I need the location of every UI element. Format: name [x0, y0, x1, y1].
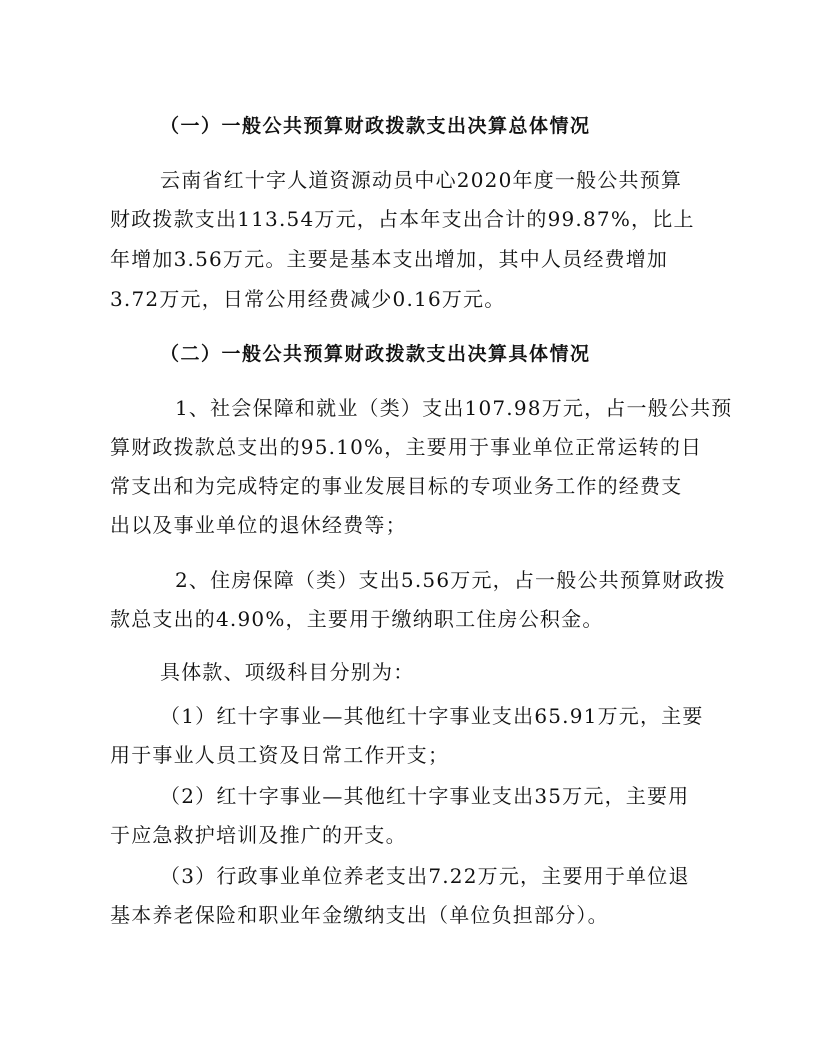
sub2-line-2: 于应急救护培训及推广的开支。 [110, 823, 407, 847]
sub3-line-1: （3）行政事业单位养老支出7.22万元，主要用于单位退 [160, 864, 690, 888]
item1-line-2: 算财政拨款总支出的95.10%，主要用于事业单位正常运转的日 [110, 435, 703, 459]
sub1-line-2: 用于事业人员工资及日常工作开支； [110, 743, 450, 767]
section2-heading: （二）一般公共预算财政拨款支出决算具体情况 [160, 343, 591, 365]
detail-intro: 具体款、项级科目分别为： [160, 660, 415, 684]
item1-line-3: 常支出和为完成特定的事业发展目标的专项业务工作的经费支 [110, 474, 683, 498]
item1-line-4: 出以及事业单位的退休经费等； [110, 513, 407, 537]
section1-line-4: 3.72万元，日常公用经费减少0.16万元。 [110, 287, 506, 311]
section1-line-3: 年增加3.56万元。主要是基本支出增加，其中人员经费增加 [110, 247, 669, 271]
section1-heading: （一）一般公共预算财政拨款支出决算总体情况 [160, 115, 591, 137]
sub3-line-2: 基本养老保险和职业年金缴纳支出（单位负担部分）。 [110, 903, 609, 927]
item2-line-1: 2、住房保障（类）支出5.56万元，占一般公共预算财政拨 [175, 568, 726, 592]
section1-line-1: 云南省红十字人道资源动员中心2020年度一般公共预算 [160, 168, 683, 192]
sub2-line-1: （2）红十字事业—其他红十字事业支出35万元，主要用 [160, 784, 690, 808]
item1-line-1: 1、社会保障和就业（类）支出107.98万元，占一般公共预 [175, 396, 733, 420]
section1-line-2: 财政拨款支出113.54万元，占本年支出合计的99.87%，比上 [110, 207, 695, 231]
sub1-line-1: （1）红十字事业—其他红十字事业支出65.91万元，主要 [160, 704, 704, 728]
item2-line-2: 款总支出的4.90%，主要用于缴纳职工住房公积金。 [110, 607, 604, 631]
